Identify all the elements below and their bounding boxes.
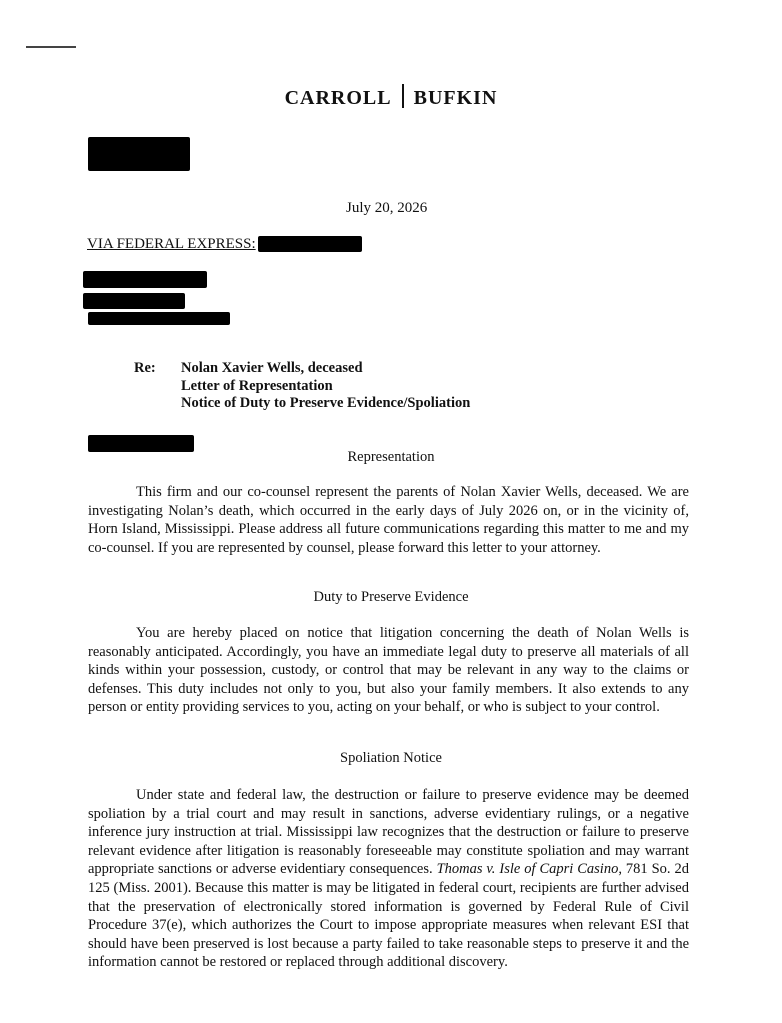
re-line: Nolan Xavier Wells, deceased bbox=[181, 360, 363, 376]
redaction-block bbox=[258, 236, 362, 252]
spoliation-text-after: , 781 So. 2d 125 (Miss. 2001). Because this matter is may be litigated in federal court, recipients are further advised that the preservation of electronically stored information is governed by Federal Rule of Civil Procedure 37(e), which authorizes the Court to impose appropriate measures when relevant ESI that should have been preserved is lost because a party failed to take reasonable steps to preserve it and the information cannot be restored or replaced through additional discovery. bbox=[88, 861, 689, 971]
letterhead-divider bbox=[402, 84, 404, 108]
firm-name-left: CARROLL bbox=[284, 87, 392, 109]
section-heading-spoliation: Spoliation Notice bbox=[340, 750, 442, 766]
spoliation-paragraph bbox=[88, 786, 689, 972]
re-label: Re: bbox=[134, 360, 156, 376]
section-heading-duty: Duty to Preserve Evidence bbox=[313, 589, 469, 605]
letter-date: July 20, 2026 bbox=[346, 200, 428, 216]
scan-mark bbox=[26, 46, 76, 48]
re-subject bbox=[181, 360, 470, 413]
spoliation-text-before: Under state and federal law, the destruction or failure to preserve evidence may be deemed spoliation by a trial court and may result in sanctions, adverse evidentiary rulings, or a negative inference jury instruction at trial. Mississippi law recognizes that the destruction or failure to preserve relevant evidence after litigation is reasonably foreseeable may constitute spoliation and may warrant appropriate sanctions or adverse evidentiary consequences. bbox=[88, 787, 689, 878]
case-citation: Thomas v. Isle of Capri Casino bbox=[436, 861, 619, 878]
re-line: Letter of Representation bbox=[181, 377, 333, 394]
redaction-block bbox=[88, 137, 190, 171]
firm-name-right: BUFKIN bbox=[413, 87, 498, 109]
re-line: Notice of Duty to Preserve Evidence/Spoliation bbox=[181, 395, 471, 411]
section-heading-representation: Representation bbox=[347, 449, 435, 465]
redaction-block bbox=[88, 312, 230, 325]
delivery-method: VIA FEDERAL EXPRESS: bbox=[87, 236, 256, 252]
representation-paragraph: This firm and our co-counsel represent the parents of Nolan Xavier Wells, deceased. We are investigating Nolan’s death, which occurred in the early days of July 2026 on, or in the vicinity of, Horn Island, Mississippi. Please address all future communications regarding this matter to me and my co-counsel. If you are represented by counsel, please forward this letter to your attorney. bbox=[88, 484, 689, 556]
letterhead bbox=[0, 84, 782, 110]
redaction-block bbox=[83, 271, 207, 288]
duty-paragraph: You are hereby placed on notice that litigation concerning the death of Nolan Wells is reasonably anticipated. Accordingly, you have an immediate legal duty to preserve all materials of all kinds within your possession, custody, or control that may be relevant in any way to the claims or defenses. This duty includes not only to you, but also your family members. It also extends to any person or entity providing services to you, acting on your behalf, or who is subject to your control. bbox=[88, 625, 689, 716]
redaction-block bbox=[83, 293, 185, 309]
